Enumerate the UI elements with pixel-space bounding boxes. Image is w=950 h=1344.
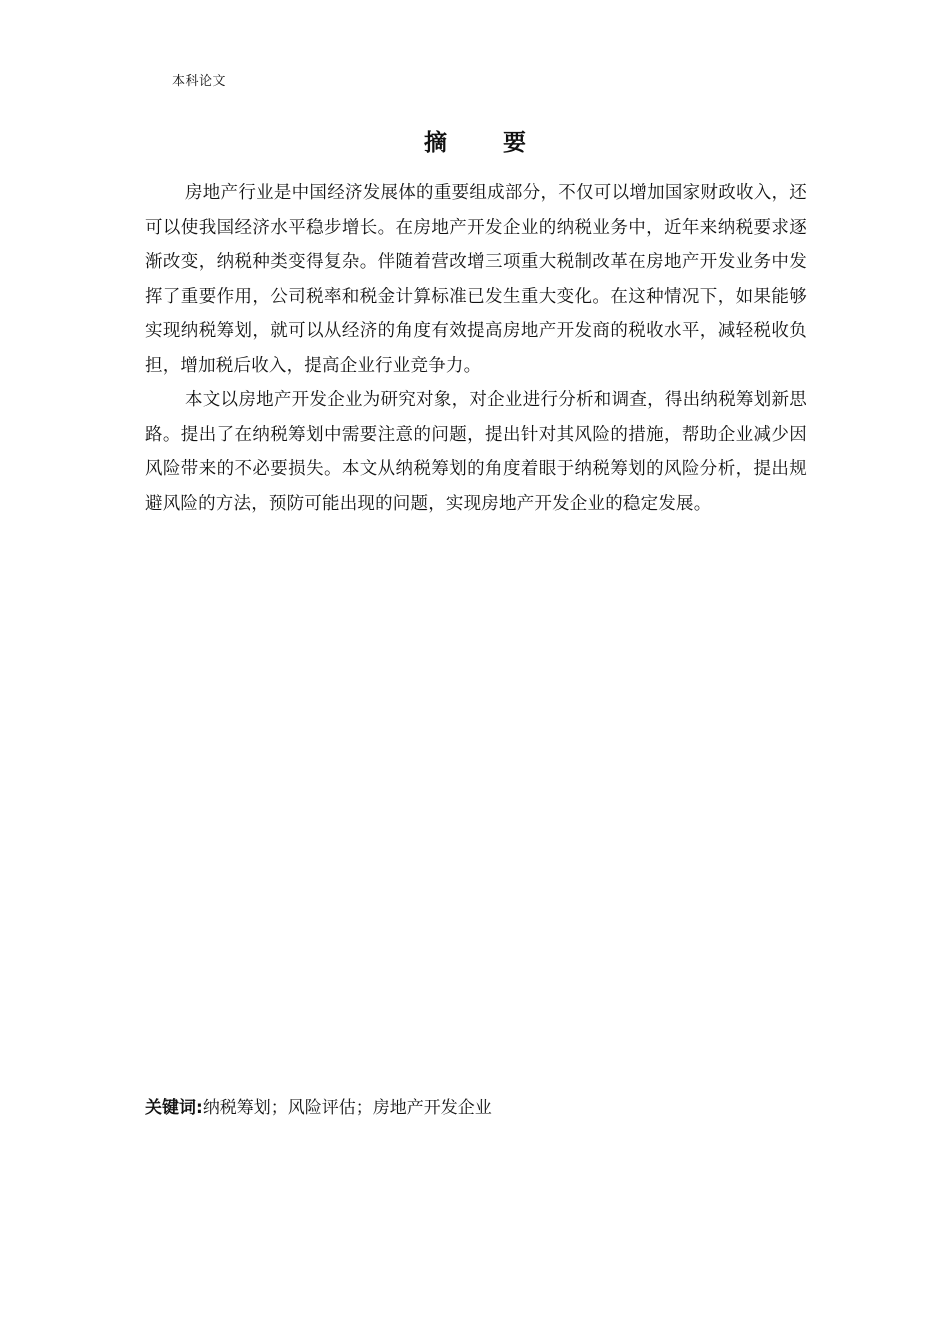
keywords-label: 关键词: [145, 1098, 203, 1118]
keywords-value: 纳税筹划；风险评估；房地产开发企业 [202, 1098, 492, 1118]
keywords-line [145, 1094, 492, 1122]
abstract-paragraph-2: 本文以房地产开发企业为研究对象，对企业进行分析和调查，得出纳税筹划新思路。提出了在纳税筹划中需要注意的问题，提出针对其风险的措施，帮助企业减少因风险带来的不必要损失。本文从纳税筹划的角度着眼于纳税筹划的风险分析，提出规避风险的方法，预防可能出现的问题，实现房地产开发企业的稳定发展。 [145, 390, 807, 514]
abstract-body [145, 176, 807, 521]
page-header: 本科论文 [172, 74, 227, 89]
abstract-title: 摘 要 [423, 130, 550, 156]
abstract-paragraph-1: 房地产行业是中国经济发展体的重要组成部分，不仅可以增加国家财政收入，还可以使我国经济水平稳步增长。在房地产开发企业的纳税业务中，近年来纳税要求逐渐改变，纳税种类变得复杂。伴随着营改增三项重大税制改革在房地产开发业务中发挥了重要作用，公司税率和税金计算标准已发生重大变化。在这种情况下，如果能够实现纳税筹划，就可以从经济的角度有效提高房地产开发商的税收水平，减轻税收负担，增加税后收入，提高企业行业竞争力。 [145, 183, 807, 376]
